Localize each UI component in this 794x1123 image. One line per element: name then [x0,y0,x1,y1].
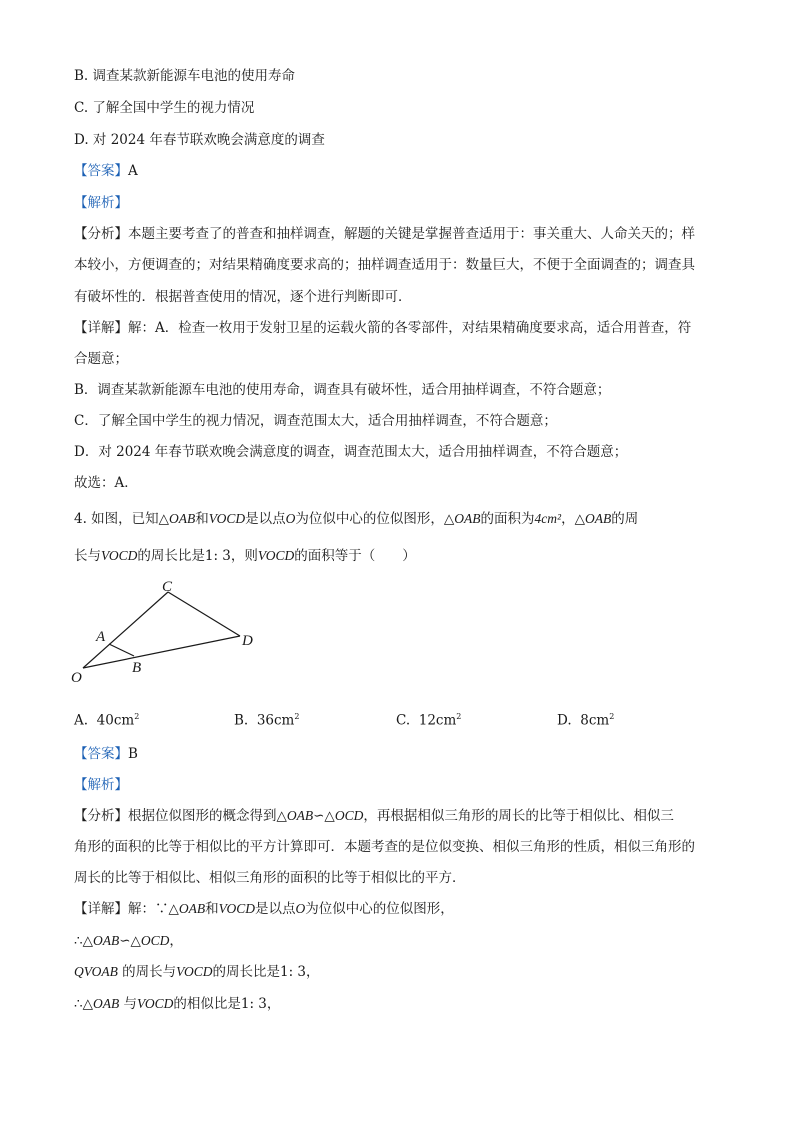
option-c-prev: C. 了解全国中学生的视力情况 [74,100,255,116]
option-letter: C. [396,712,411,729]
math-ratio: 1: 3 [240,996,267,1012]
math-triangle-ocd: VOCD [176,964,213,979]
math-triangle-ocd: VOCD [137,996,174,1011]
stem-text: ， [561,511,575,527]
stem-text: 的面积为 [480,511,535,527]
stem-text: 和 [195,511,209,527]
analysis-label: 【解析】 [74,777,128,793]
label-b: B [132,660,142,676]
q4-detail-line-2 [74,932,183,950]
option-c[interactable] [396,708,461,730]
q4-analysis-label [74,776,128,794]
q3-detail-line-2: 合题意； [74,351,128,367]
q4-stem-line-1 [74,510,638,528]
option-value: 12cm [418,712,457,729]
option-letter: B. [234,712,249,729]
option-value: 36cm [256,712,295,729]
math-triangle-oab: △OAB [82,996,120,1011]
label-a: A [96,629,106,645]
math-similar: △OAB∽△OCD [276,808,364,823]
stem-text: 是以点 [245,511,286,527]
math-triangle-ocd: VOCD [208,511,246,526]
fenxi-label: 【分析】 [74,808,128,824]
option-d[interactable] [557,708,614,730]
math-triangle-oab: △OAB [158,511,196,526]
stem-text: 4. 如图，已知 [74,511,159,527]
punctuation: ， [169,933,183,949]
q4-detail-line-4 [74,995,280,1013]
math-triangle-oab: △OAB [574,511,612,526]
q3-analysis-label [74,194,128,212]
q4-stem-line-2 [74,547,416,565]
q4-fenxi-line-2: 角形的面积的比等于相似比的平方计算即可．本题考查的是位似变换、相似三角形的性质，相似三角形的 [74,839,695,855]
detail-label: 【详解】 [74,320,128,336]
option-exponent: 2 [294,712,300,721]
math-triangle-oab: △OAB [168,901,206,916]
math-ratio: 1: 3 [280,964,307,980]
math-triangle-ocd: VOCD [218,901,255,916]
q4-detail-line-3 [74,963,320,981]
detail-text: 的周长与 [117,964,177,980]
option-letter: A. [74,712,89,729]
math-triangle-oab: QVOAB [74,964,118,979]
option-a[interactable] [74,708,139,730]
fenxi-label: 【分析】 [74,226,128,242]
math-triangle-ocd: VOCD [101,548,138,563]
detail-text: 的相似比是 [173,996,241,1012]
option-b[interactable] [234,708,299,730]
q4-answer [74,745,138,763]
stem-text: 长与 [74,548,101,564]
stem-text: 为位似中心的位似图形， [295,511,444,527]
q3-detail-line-5: D．对 2024 年春节联欢晚会满意度的调查，调查范围太大，适合用抽样调查，不符合题意； [74,444,628,460]
q3-fenxi-line-2: 本较小，方便调查的；对结果精确度要求高的；抽样调查适用于：数量巨大，不便于全面调查的；调查具 [74,257,695,273]
q4-fenxi-line-1 [74,807,674,825]
detail-text: 的周长比是 [212,964,280,980]
answer-value: A [128,163,138,179]
option-letter: D. [557,712,572,729]
label-d: D [242,633,253,649]
option-value: 8cm [580,712,610,729]
q3-fenxi-line-3: 有破坏性的．根据普查使用的情况，逐个进行判断即可． [74,289,412,305]
therefore-symbol: ∴ [74,933,83,949]
answer-label: 【答案】 [74,746,128,762]
detail-text: 解：A．检查一枚用于发射卫星的运载火箭的各零部件，对结果精确度要求高，适合用普查，符 [128,320,692,336]
q3-detail-line-1 [74,319,691,337]
stem-text: 的周长比是 [137,548,205,564]
option-exponent: 2 [456,712,462,721]
segment-ab [109,644,134,656]
punctuation: ， [266,996,281,1012]
math-similar: △OAB∽△OCD [82,933,170,948]
fenxi-text: 本题主要考查了的普查和抽样调查，解题的关键是掌握普查适用于：事关重大、人命关天的；样 [128,226,695,242]
math-ratio: 1: 3 [204,548,231,564]
option-b-prev: B. 调查某款新能源车电池的使用寿命 [74,68,296,84]
stem-text: 的面积等于（ ） [294,548,416,564]
option-value: 40cm [96,712,135,729]
fenxi-text: 根据位似图形的概念得到 [128,808,277,824]
segment-od [83,636,240,668]
math-area-value: 4cm² [534,511,562,526]
q3-detail-line-3: B．调查某款新能源车电池的使用寿命，调查具有破坏性，适合用抽样调查，不符合题意； [74,382,611,398]
punctuation: ， [306,964,320,980]
analysis-label: 【解析】 [74,195,128,211]
detail-text: 解：∵ [128,901,169,917]
q3-conclusion: 故选：A． [74,475,138,491]
detail-text: 是以点 [254,901,296,917]
q4-detail-line-1 [74,900,454,918]
stem-text: ，则 [230,548,258,564]
detail-text: 与 [119,996,138,1012]
q4-fenxi-line-3: 周长的比等于相似比、相似三角形的面积的比等于相似比的平方． [74,870,466,886]
triangle-figure [64,576,264,686]
stem-text: 的周 [611,511,639,527]
option-exponent: 2 [134,712,140,721]
detail-text: 和 [205,901,219,917]
detail-label: 【详解】 [74,901,128,917]
math-triangle-ocd: VOCD [257,548,295,563]
label-o: O [71,670,82,686]
segment-cd [168,592,240,636]
answer-value: B [128,746,138,762]
option-exponent: 2 [609,712,615,721]
detail-text: 为位似中心的位似图形， [305,901,454,917]
option-d-prev: D. 对 2024 年春节联欢晚会满意度的调查 [74,132,325,148]
answer-label: 【答案】 [74,163,128,179]
q3-fenxi-line-1 [74,225,695,243]
label-c: C [162,579,173,595]
therefore-symbol: ∴ [74,996,83,1012]
math-point-o: O [295,901,306,916]
math-point-o: O [285,511,296,526]
math-triangle-oab: △OAB [443,511,481,526]
q3-answer [74,162,138,180]
q3-detail-line-4: C．了解全国中学生的视力情况，调查范围太大，适合用抽样调查，不符合题意； [74,413,557,429]
fenxi-text: ，再根据相似三角形的周长的比等于相似比、相似三 [363,808,674,824]
